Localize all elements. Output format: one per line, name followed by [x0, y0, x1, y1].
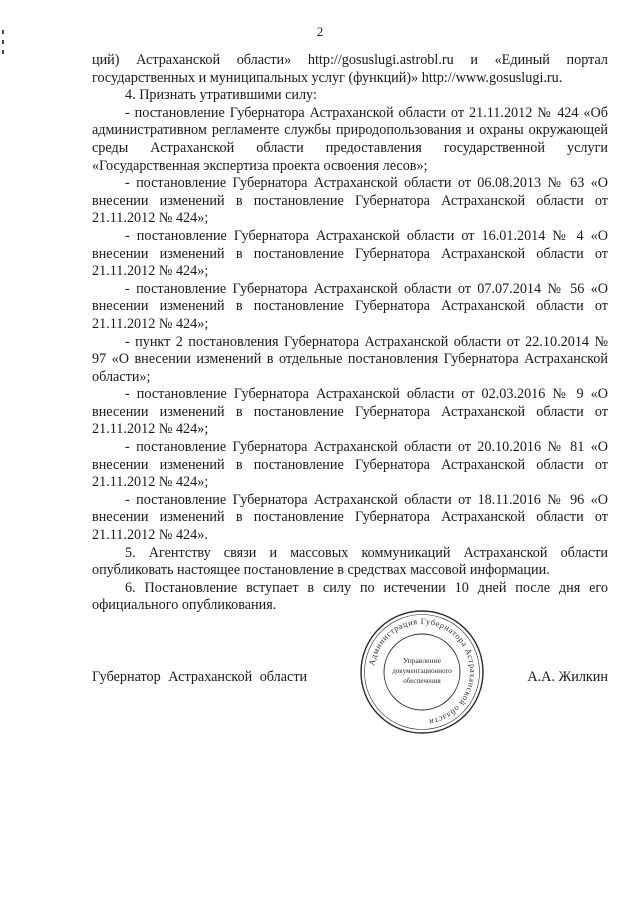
- paragraph-repealed-97: - пункт 2 постановления Губернатора Астраханской области от 22.10.2014 № 97 «О внесении изменений в отдельные постановления Губернатора Астраханской области»;: [92, 333, 608, 385]
- stamp-center-line-3: обеспечения: [403, 677, 441, 685]
- stamp-center-line-1: Управление: [402, 656, 442, 665]
- signatory-position: Губернатор Астраханской области: [92, 669, 308, 685]
- paragraph-item-4-heading: 4. Признать утратившими силу:: [125, 87, 317, 104]
- paragraph-repealed-96: - постановление Губернатора Астраханской области от 18.11.2016 № 96 «О внесении изменений в постановление Губернатора Астраханской области от 21.11.2012 № 424».: [92, 491, 608, 544]
- paragraph-repealed-9: - постановление Губернатора Астраханской области от 02.03.2016 № 9 «О внесении изменений в постановление Губернатора Астраханской области от 21.11.2012 № 424»;: [92, 386, 608, 438]
- paragraph-item-6: 6. Постановление вступает в силу по истечении 10 дней после дня его официального опубликования.: [92, 579, 608, 614]
- page-number: 2: [316, 24, 324, 39]
- paragraph-repealed-56: - постановление Губернатора Астраханской области от 07.07.2014 № 56 «О внесении изменений в постановление Губернатора Астраханской области от 21.11.2012 № 424»;: [92, 280, 608, 332]
- paragraph-repealed-424: - постановление Губернатора Астраханской области от 21.11.2012 № 424 «Об административном регламенте службы природопользования и охраны окружающей среды Астраханской области предоставления государственной услуги «Государственная экспертиза проекта освоения лесов»;: [92, 104, 608, 174]
- stamp-center-line-2: документационного: [392, 667, 452, 675]
- paragraph-repealed-4: - постановление Губернатора Астраханской области от 16.01.2014 № 4 «О внесении изменений в постановление Губернатора Астраханской области от 21.11.2012 № 424»;: [92, 227, 608, 280]
- paragraph-url-continuation: ций) Астраханской области» http://gosuslugi.astrobl.ru и «Единый портал государственных и муниципальных услуг (функций)» http://www.gosuslugi.ru.: [92, 52, 608, 86]
- document-body: [92, 52, 608, 615]
- paragraph-item-5: 5. Агентству связи и массовых коммуникаций Астраханской области опубликовать настоящее постановление в средствах массовой информации.: [92, 544, 608, 579]
- stamp-ring-text: Администрация Губернатора Астраханской области: [367, 616, 478, 727]
- signatory-name: А.А. Жилкин: [527, 669, 608, 685]
- official-stamp: [358, 608, 486, 736]
- paragraph-repealed-63: - постановление Губернатора Астраханской области от 06.08.2013 № 63 «О внесении изменений в постановление Губернатора Астраханской области от 21.11.2012 № 424»;: [92, 175, 608, 227]
- paragraph-repealed-81: - постановление Губернатора Астраханской области от 20.10.2016 № 81 «О внесении изменений в постановление Губернатора Астраханской области от 21.11.2012 № 424»;: [92, 439, 608, 491]
